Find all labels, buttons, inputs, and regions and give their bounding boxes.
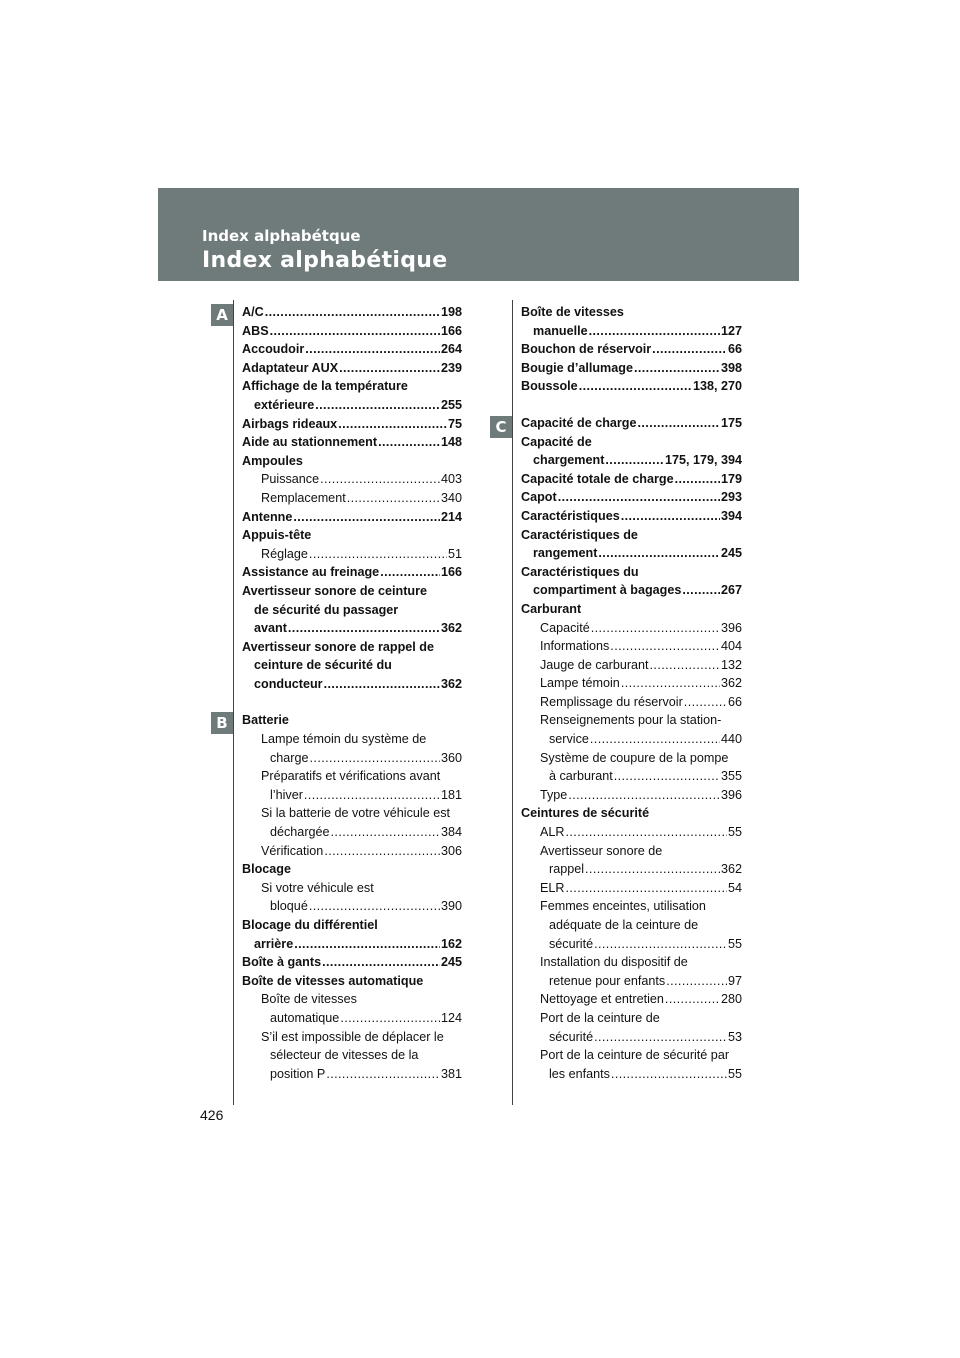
index-entry-text: Lampe témoin du système de bbox=[261, 732, 427, 747]
index-entry bbox=[242, 508, 462, 527]
index-entry bbox=[242, 619, 462, 638]
index-entry bbox=[521, 377, 742, 396]
index-entry bbox=[242, 526, 462, 545]
index-entry bbox=[242, 1046, 462, 1065]
dot-leader bbox=[665, 990, 720, 1009]
dot-leader bbox=[675, 470, 720, 489]
index-entry-text: Capacité de charge bbox=[521, 415, 637, 430]
dot-leader bbox=[634, 359, 720, 378]
index-entry-text: Ampoules bbox=[242, 453, 303, 468]
index-entry bbox=[242, 916, 462, 935]
index-entry bbox=[521, 470, 742, 489]
index-entry-text: Système de coupure de la pompe bbox=[540, 750, 729, 765]
index-entry-text: Puissance bbox=[261, 472, 320, 487]
dot-leader bbox=[305, 340, 440, 359]
index-entry bbox=[521, 935, 742, 954]
index-entry-text: sécurité bbox=[549, 1029, 594, 1044]
index-entry-page: 198 bbox=[440, 305, 462, 319]
index-entry-text: de sécurité du passager bbox=[254, 602, 399, 617]
dot-leader bbox=[638, 414, 720, 433]
index-entry-text: Port de la ceinture de bbox=[540, 1010, 660, 1025]
index-entry-page: 138, 270 bbox=[692, 379, 742, 394]
index-entry-text: Avertisseur sonore de ceinture bbox=[242, 583, 428, 598]
index-entry bbox=[242, 359, 462, 378]
index-entry-text: retenue pour enfants bbox=[549, 973, 666, 988]
index-entry-page: 132 bbox=[720, 657, 742, 672]
dot-leader bbox=[378, 433, 440, 452]
index-entry-page: 127 bbox=[720, 323, 742, 338]
index-entry bbox=[521, 1009, 742, 1028]
index-entry-page: 396 bbox=[720, 787, 742, 802]
index-entry-text: Blocage du différentiel bbox=[242, 918, 378, 932]
index-entry-text: Port de la ceinture de sécurité par bbox=[540, 1048, 730, 1063]
dot-leader bbox=[310, 749, 440, 768]
index-entry-text: position P bbox=[270, 1066, 326, 1081]
index-entry-text: Lampe témoin bbox=[540, 676, 620, 691]
index-entry-text: conducteur bbox=[254, 676, 323, 691]
index-entry-text: Adaptateur AUX bbox=[242, 360, 339, 375]
dot-leader bbox=[294, 935, 440, 954]
index-entry bbox=[242, 990, 462, 1009]
index-entry-text: à carburant bbox=[549, 769, 613, 784]
dot-leader bbox=[331, 823, 440, 842]
index-entry bbox=[242, 767, 462, 786]
index-entry bbox=[242, 1065, 462, 1084]
index-entry bbox=[521, 1028, 742, 1047]
index-entry bbox=[242, 470, 462, 489]
dot-leader bbox=[591, 619, 720, 638]
index-entry bbox=[242, 786, 462, 805]
index-entry-page: 166 bbox=[440, 565, 462, 580]
index-entry bbox=[521, 1046, 742, 1065]
index-entry bbox=[521, 322, 742, 341]
index-entry-text: Informations bbox=[540, 639, 610, 654]
index-entry-text: Airbags rideaux bbox=[242, 416, 338, 431]
index-entry-page: 362 bbox=[720, 862, 742, 877]
index-entry-text: rappel bbox=[549, 862, 585, 877]
page-title: Index alphabétique bbox=[202, 248, 448, 273]
dot-leader bbox=[558, 488, 720, 507]
dot-leader bbox=[315, 396, 440, 415]
dot-leader bbox=[338, 415, 447, 434]
index-entry bbox=[242, 749, 462, 768]
index-entry bbox=[242, 711, 462, 730]
index-entry bbox=[242, 377, 462, 396]
index-entry bbox=[242, 415, 462, 434]
index-entry bbox=[521, 359, 742, 378]
dot-leader bbox=[611, 1065, 727, 1084]
index-entry-page: 166 bbox=[440, 323, 462, 338]
dot-leader bbox=[610, 637, 720, 656]
index-entry bbox=[242, 322, 462, 341]
index-entry bbox=[242, 563, 462, 582]
index-column-right bbox=[521, 303, 742, 1083]
dot-leader bbox=[594, 935, 727, 954]
index-entry-text: Accoudoir bbox=[242, 342, 305, 357]
index-entry-text: Boussole bbox=[521, 379, 578, 394]
index-entry-text: Boîte de vitesses automatique bbox=[242, 973, 424, 988]
page-number: 426 bbox=[200, 1107, 224, 1123]
index-entry-page: 179 bbox=[720, 471, 742, 486]
index-entry bbox=[242, 730, 462, 749]
index-entry bbox=[521, 749, 742, 768]
index-entry-page: 280 bbox=[720, 992, 742, 1007]
index-entry-page: 214 bbox=[440, 509, 462, 524]
index-entry-page: 239 bbox=[440, 360, 462, 375]
index-entry-page: 403 bbox=[440, 472, 462, 487]
index-entry bbox=[521, 786, 742, 805]
dot-leader bbox=[682, 581, 720, 600]
index-entry-page: 245 bbox=[440, 955, 462, 970]
index-entry-page: 245 bbox=[720, 546, 742, 561]
index-entry-page: 66 bbox=[727, 694, 742, 709]
index-entry bbox=[242, 638, 462, 657]
section-letter-b: B bbox=[211, 712, 233, 734]
index-entry-text: Réglage bbox=[261, 546, 308, 561]
index-entry bbox=[521, 916, 742, 935]
index-entry-page: 394 bbox=[720, 508, 742, 523]
index-entry bbox=[521, 879, 742, 898]
index-entry bbox=[242, 545, 462, 564]
index-entry-page: 53 bbox=[727, 1029, 742, 1044]
index-entry-text: S’il est impossible de déplacer le bbox=[261, 1029, 444, 1044]
index-entry-text: Caractéristiques du bbox=[521, 564, 639, 579]
index-entry-text: Blocage bbox=[242, 862, 291, 877]
index-entry-text: Batterie bbox=[242, 713, 289, 728]
index-entry-text: les enfants bbox=[549, 1066, 610, 1081]
index-entry-text: Ceintures de sécurité bbox=[521, 806, 650, 821]
dot-leader bbox=[324, 675, 440, 694]
index-entry bbox=[242, 842, 462, 861]
index-entry-text: sélecteur de vitesses de la bbox=[270, 1048, 419, 1063]
index-entry bbox=[242, 433, 462, 452]
index-entry-page: 54 bbox=[727, 880, 742, 895]
index-entry-text: Bougie d’allumage bbox=[521, 360, 633, 375]
dot-leader bbox=[614, 767, 720, 786]
index-entry-page: 362 bbox=[440, 676, 462, 691]
index-entry-page: 264 bbox=[440, 342, 462, 357]
index-entry bbox=[521, 563, 742, 582]
index-entry-page: 396 bbox=[720, 620, 742, 635]
section-gap bbox=[521, 396, 742, 414]
index-entry bbox=[242, 823, 462, 842]
index-entry-text: Nettoyage et entretien bbox=[540, 992, 664, 1007]
index-entry-page: 360 bbox=[440, 750, 462, 765]
index-entry bbox=[521, 972, 742, 991]
index-entry-text: Si votre véhicule est bbox=[261, 880, 374, 895]
dot-leader bbox=[566, 823, 727, 842]
index-entry-page: 340 bbox=[440, 490, 462, 505]
index-entry-text: charge bbox=[270, 750, 309, 765]
dot-leader bbox=[605, 451, 664, 470]
index-entry bbox=[521, 340, 742, 359]
index-entry bbox=[521, 674, 742, 693]
index-entry-page: 175 bbox=[720, 415, 742, 430]
index-entry bbox=[242, 1009, 462, 1028]
index-entry-text: Boîte à gants bbox=[242, 955, 322, 970]
index-entry-page: 55 bbox=[727, 1066, 742, 1081]
dot-leader bbox=[566, 879, 727, 898]
center-divider bbox=[512, 300, 513, 1105]
index-entry bbox=[242, 452, 462, 471]
index-entry-page: 124 bbox=[440, 1010, 462, 1025]
index-entry bbox=[242, 953, 462, 972]
index-entry-text: Appuis-tête bbox=[242, 528, 312, 543]
index-entry-text: Assistance au freinage bbox=[242, 565, 380, 580]
index-entry-text: Installation du dispositif de bbox=[540, 955, 688, 970]
index-entry-text: compartiment à bagages bbox=[533, 583, 682, 598]
index-entry-text: Renseignements pour la station- bbox=[540, 713, 722, 728]
index-entry-page: 390 bbox=[440, 899, 462, 914]
index-entry-page: 51 bbox=[447, 546, 462, 561]
index-entry bbox=[521, 581, 742, 600]
dot-leader bbox=[347, 489, 440, 508]
index-entry bbox=[521, 619, 742, 638]
index-entry-text: Préparatifs et vérifications avant bbox=[261, 769, 441, 784]
index-entry bbox=[242, 656, 462, 675]
index-entry-text: Caractéristiques de bbox=[521, 527, 638, 542]
index-entry-text: Type bbox=[540, 787, 568, 802]
index-header bbox=[158, 188, 799, 281]
dot-leader bbox=[340, 1009, 440, 1028]
index-entry-text: rangement bbox=[533, 546, 598, 561]
index-entry-text: Jauge de carburant bbox=[540, 657, 649, 672]
index-entry-text: Affichage de la température bbox=[242, 379, 408, 394]
index-entry-text: avant bbox=[254, 621, 287, 636]
index-entry-page: 362 bbox=[440, 621, 462, 636]
index-entry bbox=[242, 675, 462, 694]
index-entry bbox=[521, 656, 742, 675]
header-subtitle: Index alphabétque bbox=[202, 227, 361, 245]
index-entry-page: 255 bbox=[440, 397, 462, 412]
dot-leader bbox=[309, 897, 440, 916]
index-entry bbox=[521, 953, 742, 972]
index-entry-page: 175, 179, 394 bbox=[664, 453, 742, 468]
dot-leader bbox=[320, 470, 440, 489]
index-entry-text: chargement bbox=[533, 453, 605, 468]
index-entry bbox=[242, 804, 462, 823]
index-entry bbox=[242, 897, 462, 916]
index-entry-text: Aide au stationnement bbox=[242, 435, 378, 450]
section-letter-c: C bbox=[490, 416, 512, 438]
index-entry-text: extérieure bbox=[254, 397, 315, 412]
index-entry-page: 440 bbox=[720, 732, 742, 747]
index-entry-text: Capacité totale de charge bbox=[521, 471, 674, 486]
index-entry bbox=[242, 1028, 462, 1047]
dot-leader bbox=[309, 545, 447, 564]
dot-leader bbox=[265, 303, 440, 322]
section-gap bbox=[242, 693, 462, 711]
index-entry-text: Capacité bbox=[540, 620, 590, 635]
index-entry bbox=[242, 935, 462, 954]
dot-leader bbox=[684, 693, 727, 712]
dot-leader bbox=[666, 972, 727, 991]
index-column-left bbox=[242, 303, 462, 1083]
index-entry bbox=[521, 842, 742, 861]
index-entry-text: sécurité bbox=[549, 936, 594, 951]
index-entry bbox=[521, 526, 742, 545]
index-entry-text: ALR bbox=[540, 825, 565, 840]
index-entry bbox=[521, 507, 742, 526]
index-entry bbox=[242, 489, 462, 508]
index-entry bbox=[242, 340, 462, 359]
index-entry-text: Avertisseur sonore de bbox=[540, 843, 663, 858]
index-entry bbox=[521, 544, 742, 563]
index-entry-text: Femmes enceintes, utilisation bbox=[540, 899, 706, 914]
index-entry bbox=[521, 433, 742, 452]
index-entry bbox=[242, 601, 462, 620]
index-entry bbox=[242, 396, 462, 415]
index-entry-text: l’hiver bbox=[270, 787, 303, 802]
index-entry-text: ceinture de sécurité du bbox=[254, 658, 392, 673]
index-entry bbox=[521, 488, 742, 507]
index-entry-page: 75 bbox=[447, 416, 462, 431]
index-entry bbox=[242, 860, 462, 879]
dot-leader bbox=[304, 786, 440, 805]
index-entry bbox=[521, 804, 742, 823]
index-entry-page: 355 bbox=[720, 769, 742, 784]
index-entry bbox=[242, 972, 462, 991]
index-entry-text: Caractéristiques bbox=[521, 508, 620, 523]
index-entry-page: 384 bbox=[440, 825, 462, 840]
index-entry-text: manuelle bbox=[533, 323, 588, 338]
index-entry-page: 162 bbox=[440, 936, 462, 951]
dot-leader bbox=[590, 730, 720, 749]
index-entry-text: Carburant bbox=[521, 601, 582, 616]
index-entry-page: 181 bbox=[440, 787, 462, 802]
index-entry-text: ELR bbox=[540, 880, 565, 895]
index-entry bbox=[521, 414, 742, 433]
index-entry-text: Bouchon de réservoir bbox=[521, 342, 652, 357]
index-entry-text: Si la batterie de votre véhicule est bbox=[261, 806, 451, 821]
index-entry-page: 97 bbox=[727, 973, 742, 988]
index-entry-text: A/C bbox=[242, 305, 264, 319]
index-entry-text: Boîte de vitesses bbox=[521, 305, 624, 319]
index-entry-page: 362 bbox=[720, 676, 742, 691]
dot-leader bbox=[621, 507, 720, 526]
index-entry-page: 267 bbox=[720, 583, 742, 598]
index-entry-text: arrière bbox=[254, 936, 294, 951]
index-entry bbox=[521, 990, 742, 1009]
dot-leader bbox=[339, 359, 440, 378]
dot-leader bbox=[293, 508, 440, 527]
index-entry-page: 55 bbox=[727, 825, 742, 840]
dot-leader bbox=[568, 786, 720, 805]
index-entry-text: Vérification bbox=[261, 843, 324, 858]
dot-leader bbox=[598, 544, 720, 563]
index-entry-page: 398 bbox=[720, 360, 742, 375]
dot-leader bbox=[585, 860, 720, 879]
index-entry bbox=[521, 711, 742, 730]
index-entry-text: Capacité de bbox=[521, 434, 592, 449]
dot-leader bbox=[589, 322, 720, 341]
index-entry-text: Remplissage du réservoir bbox=[540, 694, 683, 709]
index-entry-page: 55 bbox=[727, 936, 742, 951]
dot-leader bbox=[288, 619, 440, 638]
dot-leader bbox=[579, 377, 692, 396]
index-entry bbox=[521, 767, 742, 786]
index-entry bbox=[242, 303, 462, 322]
dot-leader bbox=[621, 674, 720, 693]
dot-leader bbox=[594, 1028, 727, 1047]
index-entry bbox=[521, 303, 742, 322]
dot-leader bbox=[322, 953, 440, 972]
index-entry-page: 381 bbox=[440, 1066, 462, 1081]
index-entry bbox=[242, 879, 462, 898]
index-entry-page: 293 bbox=[720, 490, 742, 505]
dot-leader bbox=[380, 563, 440, 582]
index-entry bbox=[242, 582, 462, 601]
index-entry bbox=[521, 823, 742, 842]
index-entry bbox=[521, 600, 742, 619]
section-letter-a: A bbox=[211, 304, 233, 326]
index-entry-page: 306 bbox=[440, 843, 462, 858]
index-entry-page: 148 bbox=[440, 435, 462, 450]
dot-leader bbox=[652, 340, 727, 359]
left-divider bbox=[233, 300, 234, 1105]
index-entry-page: 66 bbox=[727, 342, 742, 357]
index-entry-text: adéquate de la ceinture de bbox=[549, 918, 699, 932]
index-entry-text: Remplacement bbox=[261, 490, 346, 505]
index-entry bbox=[521, 1065, 742, 1084]
index-entry-text: ABS bbox=[242, 323, 269, 338]
dot-leader bbox=[326, 1065, 440, 1084]
index-entry-text: Avertisseur sonore de rappel de bbox=[242, 639, 435, 654]
index-entry-text: Antenne bbox=[242, 509, 293, 524]
index-entry bbox=[521, 637, 742, 656]
index-entry-text: déchargée bbox=[270, 825, 330, 840]
index-entry bbox=[521, 860, 742, 879]
index-entry-text: Capot bbox=[521, 490, 557, 505]
dot-leader bbox=[270, 322, 440, 341]
index-entry-text: bloqué bbox=[270, 899, 308, 914]
index-entry bbox=[521, 897, 742, 916]
dot-leader bbox=[324, 842, 440, 861]
index-entry-text: Boîte de vitesses bbox=[261, 992, 357, 1007]
dot-leader bbox=[650, 656, 720, 675]
index-entry-text: automatique bbox=[270, 1010, 340, 1025]
index-entry-page: 404 bbox=[720, 639, 742, 654]
index-entry bbox=[521, 730, 742, 749]
index-entry-text: service bbox=[549, 732, 589, 747]
index-entry bbox=[521, 451, 742, 470]
index-entry bbox=[521, 693, 742, 712]
